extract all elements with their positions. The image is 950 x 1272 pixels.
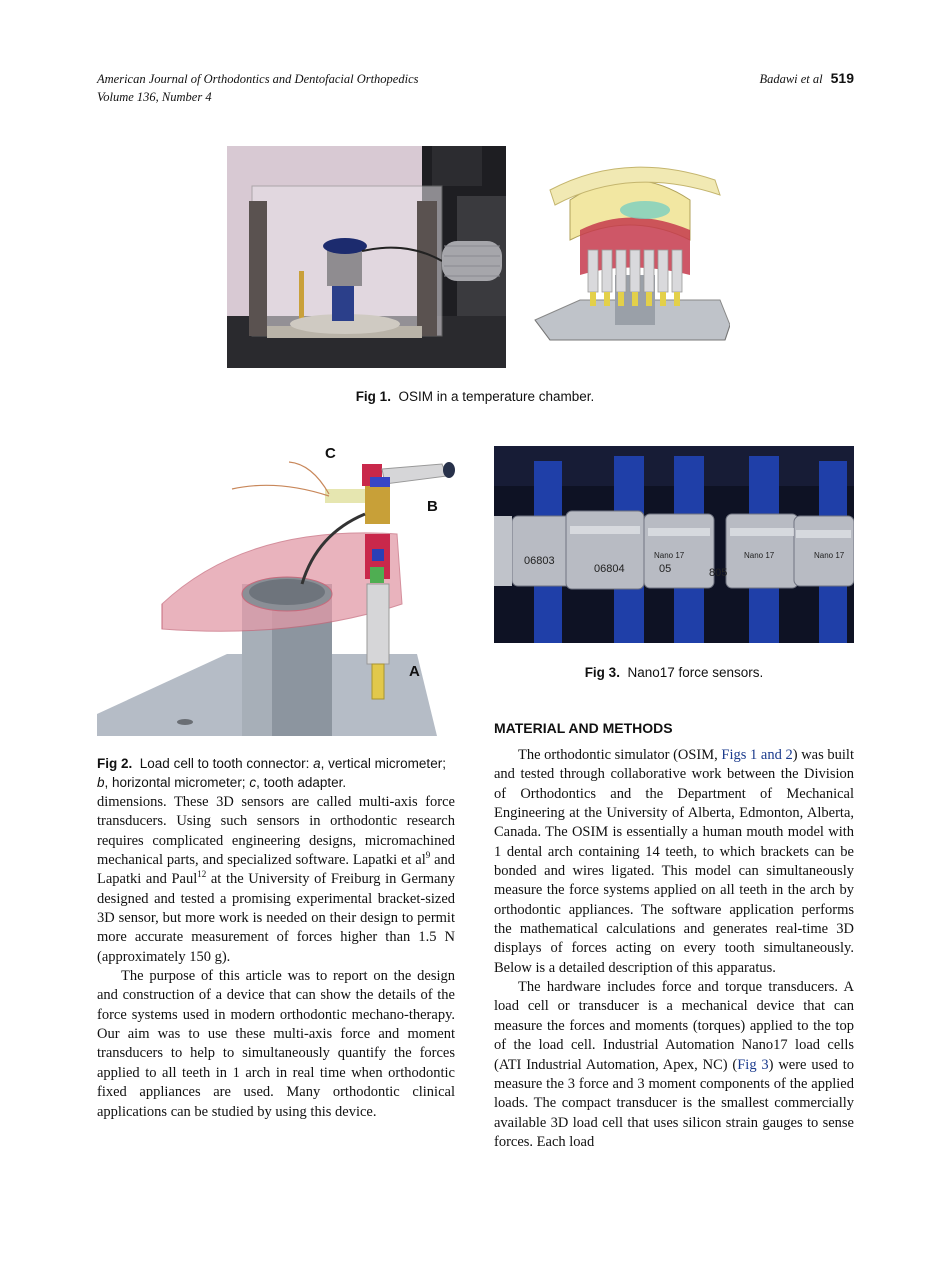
- body-text: ) were used to measure the 3 force and 3 moment components of the applied loads. The compact transducer is the smallest commercially available 3D load cell that uses silicon strain gauges to sense forces. Each load: [494, 1056, 854, 1150]
- fig2-caption-letter: b: [97, 775, 105, 790]
- body-text: at the University of Freiburg in Germany designed and tested a promising experimental bracket-sized 3D sensor, but more work is needed on their design to permit more accurate measurement of forces higher than 1.5 N (approximately 150 g).: [97, 871, 455, 965]
- left-column-text: [97, 793, 455, 1122]
- fig3-caption: [494, 663, 854, 682]
- fig1-caption: [0, 387, 950, 406]
- sensor-label: Nano 17: [654, 551, 685, 560]
- sensor-label: Nano 17: [814, 551, 845, 560]
- sensor-label: 06803: [524, 555, 555, 567]
- fig2-caption-part: , horizontal micrometer;: [104, 775, 250, 790]
- body-paragraph: [494, 978, 854, 1152]
- journal-title: American Journal of Orthodontics and Dentofacial Orthopedics: [97, 72, 419, 86]
- body-paragraph: [97, 793, 455, 967]
- fig3-caption-text: Nano17 force sensors.: [627, 665, 764, 680]
- fig2-label-b: B: [427, 498, 438, 515]
- sensor-label: 805: [709, 567, 728, 579]
- body-paragraph: The purpose of this article was to report on the design and construction of a device that can show the details of the force systems used in modern orthodontic mechano-therapy. Our aim was to use these multi-axis force and moment transducers to help to simultaneously quantify the forces applied to all teeth in 1 arch in real time when orthodontic fixed appliances are used. Many orthodontic clinical applications can be studied by using this device.: [97, 968, 455, 1120]
- fig1-photo-chamber: [227, 146, 506, 368]
- right-column-text: [494, 746, 854, 1152]
- author-running-head: Badawi et al: [759, 72, 823, 86]
- fig1-caption-text: OSIM in a temperature chamber.: [398, 389, 595, 404]
- sensor-label: 05: [659, 563, 672, 575]
- reference-superscript: 12: [197, 869, 207, 880]
- figure-link[interactable]: Figs 1 and 2: [721, 747, 793, 763]
- body-text: The hardware includes force and torque transducers. A load cell or transducer is a mechanical device that can measure the forces and moments (torques) applied to the top of the load cell. Industrial Automation Nano17 load cells (ATI Industrial Automation, Apex, NC) (: [494, 979, 854, 1073]
- fig1-cad-render: [530, 150, 730, 350]
- section-heading: MATERIAL AND METHODS: [494, 720, 673, 736]
- body-paragraph: [494, 746, 854, 978]
- volume-number: Volume 136, Number 4: [97, 90, 212, 104]
- running-header-journal: [97, 70, 419, 106]
- fig2-caption-part: , tooth adapter.: [256, 775, 347, 790]
- running-header-right: [759, 70, 854, 87]
- body-text: ) was built and tested through collaborative work between the Division of Orthodontics and the Department of Mechanical Engineering at the University of Alberta, Edmonton, Alberta, Canada. The OSIM is essentially a human mouth model with 1 dental arch containing 14 teeth, to which brackets can be bonded and wires ligated. This model can simultaneously measure the force systems applied on all teeth in the arch by orthodontic appliances. The software application performs the mathematical calculations and generates real-time 3D displays of forces acting on every tooth simultaneously. Below is a detailed description of this apparatus.: [494, 747, 854, 976]
- fig1-label: Fig 1.: [355, 389, 391, 404]
- fig2-caption: [97, 754, 457, 792]
- sensor-label: Nano 17: [744, 551, 775, 560]
- fig2-label: Fig 2.: [97, 756, 133, 771]
- body-text: and Lapatki and Paul: [97, 852, 455, 888]
- fig2-label-c: C: [325, 445, 336, 462]
- figure-link[interactable]: Fig 3: [737, 1056, 769, 1073]
- fig2-caption-letter: a: [313, 756, 321, 771]
- fig2-caption-part: , vertical micrometer;: [320, 756, 446, 771]
- reference-superscript: 9: [425, 850, 431, 861]
- fig2-caption-part: Load cell to tooth connector:: [139, 756, 314, 771]
- page-number: 519: [830, 70, 854, 86]
- fig2-caption-letter: c: [249, 775, 257, 790]
- fig3-label: Fig 3.: [584, 665, 620, 680]
- fig3-photo-sensors: [494, 446, 854, 643]
- sensor-label: 06804: [594, 563, 625, 575]
- body-text: The orthodontic simulator (OSIM,: [518, 747, 722, 763]
- body-text: dimensions. These 3D sensors are called multi-axis force transducers. Using such sensors in orthodontic research requires complicated engineering designs, micromachined mechanical parts, and specialized software. Lapatki et al: [97, 794, 455, 869]
- fig2-label-a: A: [409, 663, 420, 680]
- fig2-illustration: [97, 444, 455, 736]
